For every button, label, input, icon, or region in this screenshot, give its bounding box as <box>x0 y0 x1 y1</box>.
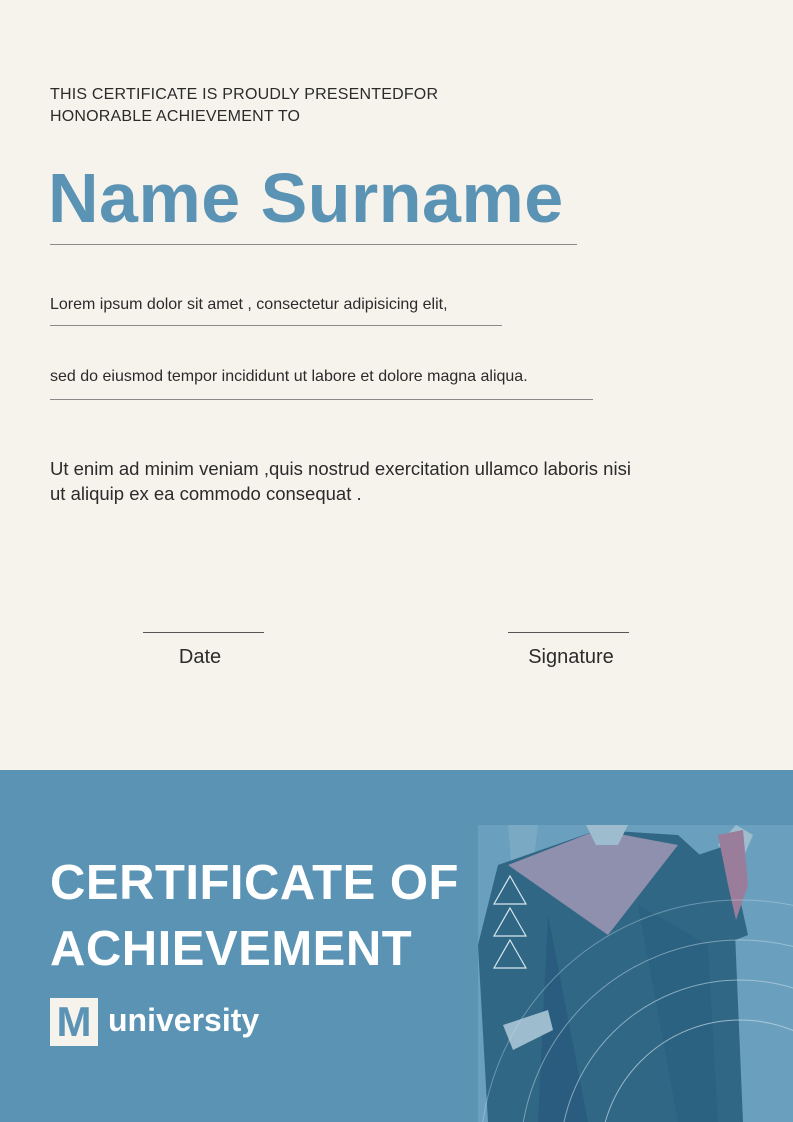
footer-band <box>0 770 793 1122</box>
certificate-intro: THIS CERTIFICATE IS PROUDLY PRESENTEDFOR HONORABLE ACHIEVEMENT TO <box>50 86 439 125</box>
footer-title: CERTIFICATE OF ACHIEVEMENT <box>50 856 459 976</box>
body-paragraph: Ut enim ad minim veniam ,quis nostrud exercitation ullamco laboris nisi ut aliquip ex ea commodo consequat . <box>50 458 631 504</box>
date-line <box>143 632 264 633</box>
signature-line <box>508 632 629 633</box>
date-label: Date <box>178 646 222 668</box>
body-line-1-underline <box>50 325 502 326</box>
logo-text: university <box>108 1002 260 1038</box>
decorative-lines <box>440 830 793 1122</box>
recipient-name-underline <box>50 244 577 245</box>
recipient-name: Name Surname <box>48 159 564 237</box>
signature-label: Signature <box>528 646 614 668</box>
logo-mark: M <box>50 998 98 1046</box>
body-line-2: sed do eiusmod tempor incididunt ut labore et dolore magna aliqua. <box>50 368 528 385</box>
body-line-1: Lorem ipsum dolor sit amet , consectetur adipisicing elit, <box>50 296 448 313</box>
triangle-icon <box>494 876 526 968</box>
body-line-2-underline <box>50 399 593 400</box>
